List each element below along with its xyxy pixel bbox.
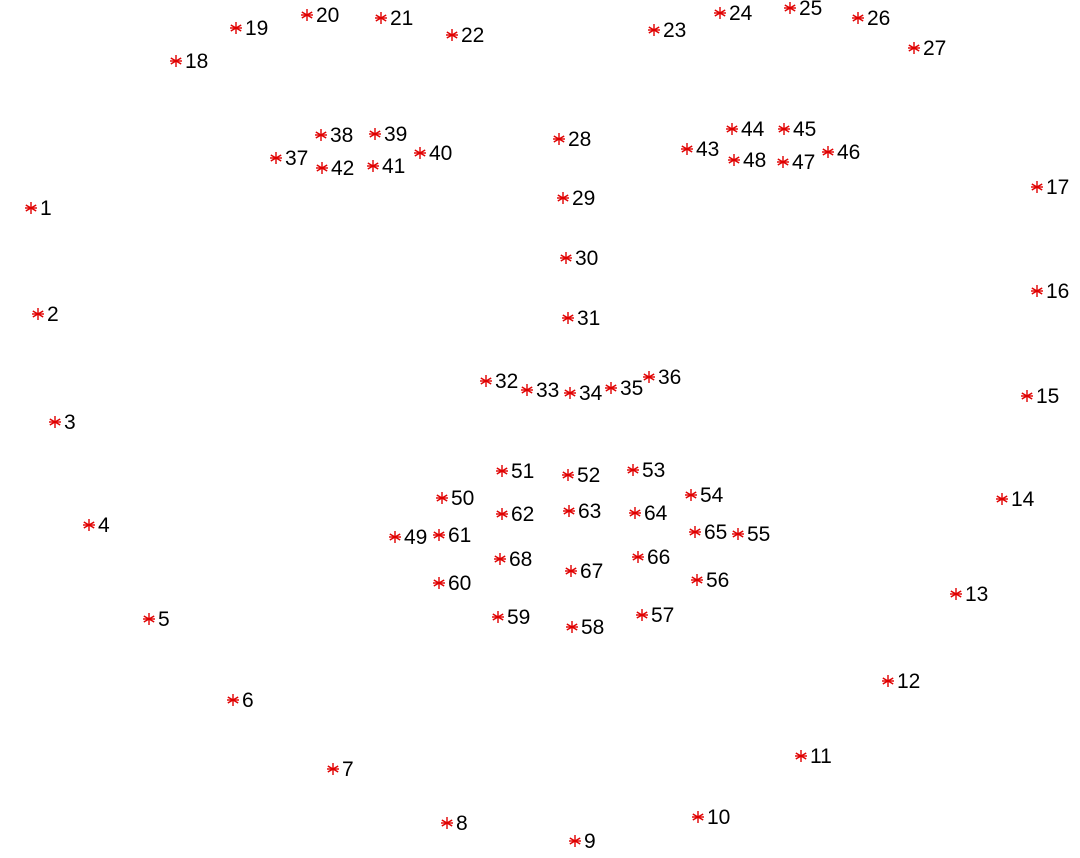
- asterisk-icon: [778, 123, 790, 135]
- landmark-point-11: [795, 745, 832, 768]
- landmark-label: 46: [837, 141, 861, 164]
- landmark-label: 38: [330, 124, 354, 147]
- asterisk-icon: [375, 12, 387, 24]
- landmark-point-17: [1031, 176, 1069, 199]
- landmark-label: 39: [384, 123, 408, 146]
- landmark-label: 8: [456, 812, 468, 835]
- landmark-point-25: [784, 0, 822, 20]
- landmark-label: 48: [743, 149, 767, 172]
- asterisk-icon: [648, 24, 660, 36]
- landmark-point-23: [648, 19, 686, 42]
- asterisk-icon: [301, 9, 313, 21]
- asterisk-icon: [492, 611, 504, 623]
- landmark-label: 2: [47, 303, 59, 326]
- landmark-label: 22: [461, 24, 485, 47]
- landmark-point-27: [908, 37, 946, 60]
- landmark-label: 6: [242, 689, 254, 712]
- landmark-point-20: [301, 4, 339, 27]
- landmark-label: 65: [704, 521, 728, 544]
- asterisk-icon: [170, 55, 182, 67]
- asterisk-icon: [436, 492, 448, 504]
- landmark-point-57: [636, 604, 674, 627]
- landmark-label: 31: [577, 307, 601, 330]
- asterisk-icon: [414, 147, 426, 159]
- landmark-label: 19: [245, 17, 269, 40]
- asterisk-icon: [685, 489, 697, 501]
- landmark-point-51: [496, 460, 534, 483]
- landmark-label: 43: [696, 138, 720, 161]
- landmark-point-39: [369, 123, 407, 146]
- asterisk-icon: [629, 507, 641, 519]
- asterisk-icon: [433, 577, 445, 589]
- asterisk-icon: [565, 565, 577, 577]
- landmark-label: 52: [577, 464, 601, 487]
- landmark-label: 66: [647, 546, 671, 569]
- landmark-label: 53: [642, 459, 666, 482]
- landmark-label: 55: [747, 523, 771, 546]
- asterisk-icon: [230, 22, 242, 34]
- landmark-point-7: [327, 758, 354, 781]
- asterisk-icon: [562, 469, 574, 481]
- landmark-point-4: [83, 514, 110, 537]
- asterisk-icon: [557, 192, 569, 204]
- landmark-label: 32: [495, 370, 519, 393]
- landmark-point-48: [728, 149, 766, 172]
- landmark-label: 64: [644, 502, 668, 525]
- asterisk-icon: [795, 750, 807, 762]
- asterisk-icon: [1031, 181, 1043, 193]
- landmark-label: 11: [810, 745, 832, 768]
- landmark-point-16: [1031, 280, 1069, 303]
- landmark-point-24: [714, 2, 753, 25]
- landmark-label: 51: [511, 460, 535, 483]
- landmark-label: 33: [536, 379, 560, 402]
- landmark-point-36: [643, 366, 681, 389]
- landmark-point-29: [557, 187, 595, 210]
- landmark-label: 20: [316, 4, 340, 27]
- landmark-point-1: [25, 197, 52, 220]
- asterisk-icon: [563, 505, 575, 517]
- asterisk-icon: [560, 252, 572, 264]
- landmark-label: 45: [793, 118, 817, 141]
- landmark-label: 13: [965, 583, 989, 606]
- landmark-label: 68: [509, 548, 533, 571]
- landmark-point-9: [569, 830, 596, 853]
- landmark-label: 58: [581, 616, 605, 639]
- landmark-point-32: [480, 370, 518, 393]
- landmark-point-33: [521, 379, 559, 402]
- asterisk-icon: [643, 371, 655, 383]
- asterisk-icon: [777, 156, 789, 168]
- landmark-label: 12: [897, 670, 921, 693]
- asterisk-icon: [441, 817, 453, 829]
- asterisk-icon: [996, 493, 1008, 505]
- landmark-label: 24: [729, 2, 753, 25]
- landmark-point-2: [32, 303, 59, 326]
- landmark-label: 67: [580, 560, 604, 583]
- landmark-point-68: [494, 548, 532, 571]
- asterisk-icon: [49, 416, 61, 428]
- landmark-label: 29: [572, 187, 596, 210]
- landmark-label: 40: [429, 142, 453, 165]
- asterisk-icon: [852, 12, 864, 24]
- landmark-point-22: [446, 24, 484, 47]
- asterisk-icon: [480, 375, 492, 387]
- asterisk-icon: [681, 143, 693, 155]
- asterisk-icon: [1031, 285, 1043, 297]
- asterisk-icon: [627, 464, 639, 476]
- landmark-label: 18: [185, 50, 209, 73]
- asterisk-icon: [689, 526, 701, 538]
- landmark-point-28: [553, 128, 591, 151]
- landmark-point-43: [681, 138, 719, 161]
- asterisk-icon: [494, 553, 506, 565]
- landmark-point-67: [565, 560, 603, 583]
- landmark-point-30: [560, 247, 598, 270]
- landmark-point-54: [685, 484, 724, 507]
- landmark-point-34: [564, 382, 603, 405]
- landmark-point-14: [996, 488, 1035, 511]
- landmark-point-41: [367, 155, 405, 178]
- landmark-label: 49: [404, 526, 428, 549]
- landmark-label: 9: [584, 830, 596, 853]
- asterisk-icon: [726, 123, 738, 135]
- landmark-label: 54: [700, 484, 724, 507]
- landmark-label: 61: [448, 524, 472, 547]
- landmark-label: 34: [579, 382, 603, 405]
- asterisk-icon: [316, 162, 328, 174]
- asterisk-icon: [1021, 390, 1033, 402]
- asterisk-icon: [784, 2, 796, 14]
- landmark-point-6: [227, 689, 254, 712]
- landmark-label: 15: [1036, 385, 1060, 408]
- asterisk-icon: [732, 528, 744, 540]
- landmark-point-63: [563, 500, 601, 523]
- landmark-point-60: [433, 572, 471, 595]
- asterisk-icon: [32, 308, 44, 320]
- asterisk-icon: [728, 154, 740, 166]
- asterisk-icon: [605, 382, 617, 394]
- landmark-label: 10: [707, 806, 731, 829]
- asterisk-icon: [25, 202, 37, 214]
- landmark-point-42: [316, 157, 354, 180]
- asterisk-icon: [553, 133, 565, 145]
- landmark-label: 28: [568, 128, 592, 151]
- landmark-label: 3: [64, 411, 76, 434]
- landmark-point-44: [726, 118, 765, 141]
- landmark-point-37: [270, 147, 308, 170]
- landmark-label: 14: [1011, 488, 1035, 511]
- landmark-label: 1: [40, 197, 52, 220]
- landmark-label: 42: [331, 157, 355, 180]
- landmark-point-8: [441, 812, 468, 835]
- landmark-point-47: [777, 151, 815, 174]
- landmark-point-62: [496, 503, 534, 526]
- asterisk-icon: [496, 465, 508, 477]
- landmark-label: 63: [578, 500, 602, 523]
- landmark-label: 4: [98, 514, 110, 537]
- landmark-point-45: [778, 118, 816, 141]
- asterisk-icon: [714, 7, 726, 19]
- asterisk-icon: [83, 519, 95, 531]
- asterisk-icon: [143, 613, 155, 625]
- asterisk-icon: [632, 551, 644, 563]
- asterisk-icon: [950, 588, 962, 600]
- landmark-label: 21: [390, 7, 414, 30]
- landmark-point-40: [414, 142, 452, 165]
- asterisk-icon: [315, 129, 327, 141]
- landmark-label: 16: [1046, 280, 1070, 303]
- landmark-label: 62: [511, 503, 535, 526]
- landmark-label: 60: [448, 572, 472, 595]
- asterisk-icon: [496, 508, 508, 520]
- landmark-label: 5: [158, 608, 170, 631]
- landmark-label: 26: [867, 7, 891, 30]
- landmark-point-56: [691, 569, 729, 592]
- landmark-point-21: [375, 7, 413, 30]
- landmark-label: 47: [792, 151, 816, 174]
- landmark-point-50: [436, 487, 474, 510]
- asterisk-icon: [227, 694, 239, 706]
- landmark-label: 44: [741, 118, 765, 141]
- landmark-point-3: [49, 411, 76, 434]
- asterisk-icon: [521, 384, 533, 396]
- landmark-point-53: [627, 459, 665, 482]
- landmark-point-31: [562, 307, 600, 330]
- asterisk-icon: [270, 152, 282, 164]
- landmark-label: 35: [620, 377, 644, 400]
- landmark-point-19: [230, 17, 268, 40]
- landmark-point-13: [950, 583, 988, 606]
- asterisk-icon: [692, 811, 704, 823]
- landmark-point-15: [1021, 385, 1059, 408]
- asterisk-icon: [367, 160, 379, 172]
- asterisk-icon: [562, 312, 574, 324]
- landmark-point-59: [492, 606, 530, 629]
- landmark-point-38: [315, 124, 353, 147]
- landmark-point-10: [692, 806, 730, 829]
- landmark-label: 25: [799, 0, 823, 20]
- landmark-point-5: [143, 608, 170, 631]
- landmark-label: 50: [451, 487, 475, 510]
- landmark-label: 30: [575, 247, 599, 270]
- asterisk-icon: [389, 531, 401, 543]
- landmark-label: 41: [382, 155, 406, 178]
- landmark-label: 56: [706, 569, 730, 592]
- landmark-point-52: [562, 464, 600, 487]
- asterisk-icon: [564, 387, 576, 399]
- asterisk-icon: [446, 29, 458, 41]
- landmark-point-61: [433, 524, 471, 547]
- landmark-point-65: [689, 521, 727, 544]
- landmark-label: 57: [651, 604, 675, 627]
- asterisk-icon: [908, 42, 920, 54]
- asterisk-icon: [433, 529, 445, 541]
- landmark-label: 59: [507, 606, 531, 629]
- landmark-label: 37: [285, 147, 309, 170]
- landmark-point-49: [389, 526, 427, 549]
- landmark-point-12: [882, 670, 920, 693]
- landmark-point-66: [632, 546, 670, 569]
- landmark-point-46: [822, 141, 860, 164]
- landmark-point-64: [629, 502, 668, 525]
- landmark-point-26: [852, 7, 890, 30]
- asterisk-icon: [569, 835, 581, 847]
- asterisk-icon: [566, 621, 578, 633]
- landmark-point-18: [170, 50, 208, 73]
- asterisk-icon: [327, 763, 339, 775]
- landmark-point-35: [605, 377, 643, 400]
- landmark-point-58: [566, 616, 604, 639]
- asterisk-icon: [822, 146, 834, 158]
- landmark-label: 27: [923, 37, 947, 60]
- asterisk-icon: [636, 609, 648, 621]
- asterisk-icon: [882, 675, 894, 687]
- asterisk-icon: [369, 128, 381, 140]
- asterisk-icon: [691, 574, 703, 586]
- landmark-label: 23: [663, 19, 687, 42]
- landmark-label: 17: [1046, 176, 1070, 199]
- landmark-label: 36: [658, 366, 682, 389]
- landmark-label: 7: [342, 758, 354, 781]
- landmark-point-55: [732, 523, 770, 546]
